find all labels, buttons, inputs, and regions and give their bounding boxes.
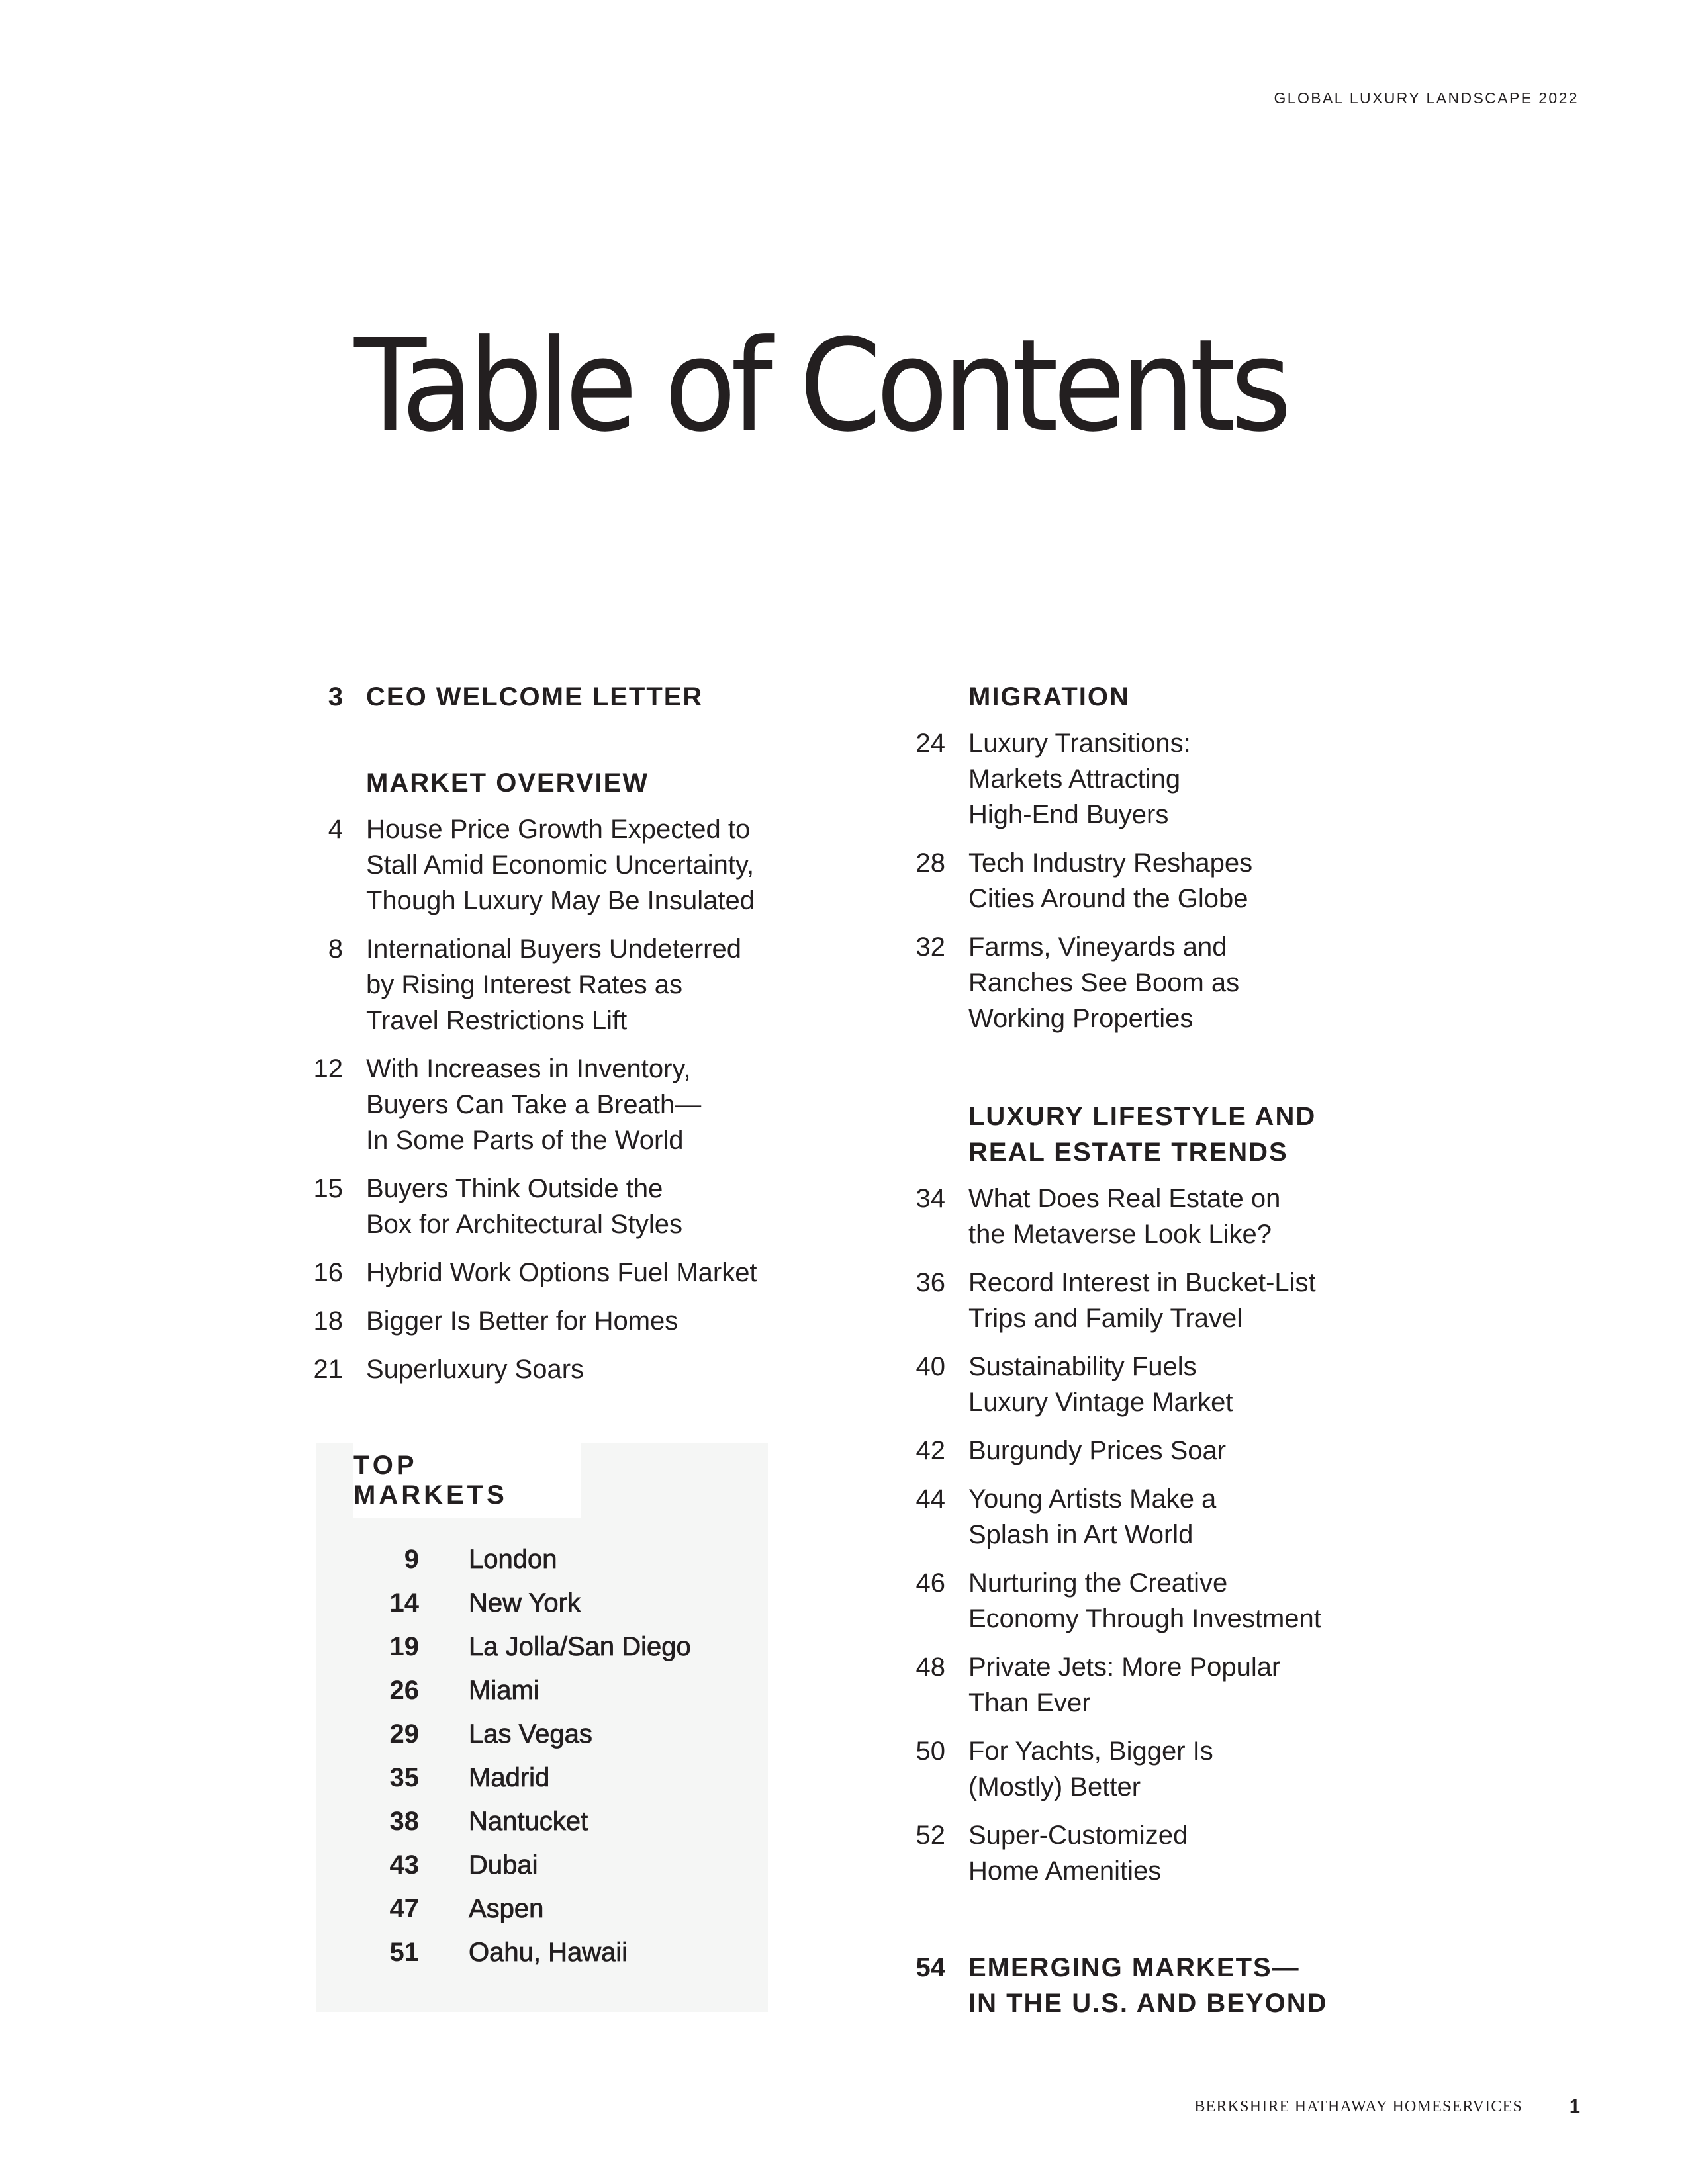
toc-page-number: 40 bbox=[915, 1352, 945, 1381]
toc-left-column bbox=[303, 679, 767, 1387]
toc-entry[interactable] bbox=[303, 1051, 767, 1158]
toc-entry-title: Burgundy Prices Soar bbox=[968, 1436, 1227, 1465]
top-markets-panel bbox=[316, 1443, 768, 2012]
toc-entry-title: Record Interest in Bucket-List Trips and Family Travel bbox=[968, 1268, 1316, 1333]
toc-page-number: 46 bbox=[915, 1569, 945, 1598]
market-page-number: 35 bbox=[389, 1763, 419, 1792]
market-page-number: 29 bbox=[389, 1719, 419, 1749]
toc-entry[interactable] bbox=[906, 1481, 1435, 1553]
market-page-number: 38 bbox=[389, 1807, 419, 1836]
toc-entry-ceo-letter[interactable] bbox=[303, 679, 767, 715]
market-page-number: 43 bbox=[389, 1850, 419, 1880]
toc-entry[interactable] bbox=[303, 1303, 767, 1339]
market-list-item[interactable] bbox=[356, 1581, 691, 1625]
market-city: Miami bbox=[469, 1676, 539, 1705]
market-page-number: 14 bbox=[389, 1588, 419, 1617]
toc-entry[interactable] bbox=[906, 1817, 1435, 1889]
toc-page-number: 15 bbox=[313, 1174, 343, 1203]
footer-brand: BERKSHIRE HATHAWAY HOMESERVICES bbox=[1194, 2098, 1523, 2115]
toc-entry[interactable] bbox=[303, 931, 767, 1038]
market-city: Madrid bbox=[469, 1763, 550, 1792]
top-markets-list bbox=[356, 1537, 691, 1974]
toc-entry-title: Nurturing the Creative Economy Through Investment bbox=[968, 1569, 1321, 1633]
toc-entry[interactable] bbox=[906, 1565, 1435, 1637]
market-city: New York bbox=[469, 1588, 581, 1617]
toc-page-number: 52 bbox=[915, 1821, 945, 1850]
toc-entry-title: Superluxury Soars bbox=[366, 1355, 585, 1384]
market-list-item[interactable] bbox=[356, 1931, 691, 1974]
toc-page-number: 16 bbox=[313, 1258, 343, 1287]
page-number: 1 bbox=[1569, 2096, 1580, 2117]
market-city: La Jolla/San Diego bbox=[469, 1632, 691, 1661]
toc-entry-title: Super-Customized Home Amenities bbox=[968, 1821, 1188, 1886]
toc-entry-title: International Buyers Undeterred by Rising Interest Rates as Travel Restrictions Lift bbox=[366, 934, 741, 1035]
toc-entry-title: Hybrid Work Options Fuel Market bbox=[366, 1258, 757, 1287]
market-list-item[interactable] bbox=[356, 1843, 691, 1887]
toc-entry-title: With Increases in Inventory, Buyers Can Take a Breath— In Some Parts of the World bbox=[366, 1054, 702, 1155]
toc-page-number: 8 bbox=[328, 934, 343, 964]
toc-page-number: 50 bbox=[915, 1737, 945, 1766]
section-heading-market-overview: MARKET OVERVIEW bbox=[366, 768, 649, 797]
section-heading-lifestyle: LUXURY LIFESTYLE AND REAL ESTATE TRENDS bbox=[968, 1102, 1317, 1167]
market-city: Las Vegas bbox=[469, 1719, 592, 1749]
toc-entry[interactable] bbox=[303, 811, 767, 919]
toc-entry[interactable] bbox=[906, 845, 1435, 917]
market-list-item[interactable] bbox=[356, 1756, 691, 1799]
market-page-number: 26 bbox=[389, 1676, 419, 1705]
toc-entry[interactable] bbox=[906, 1733, 1435, 1805]
toc-entry[interactable] bbox=[906, 1349, 1435, 1420]
toc-page-number: 3 bbox=[328, 682, 343, 711]
toc-entry-title: Sustainability Fuels Luxury Vintage Market bbox=[968, 1352, 1233, 1417]
toc-entry-emerging-markets[interactable] bbox=[906, 1950, 1435, 2021]
toc-entry[interactable] bbox=[303, 1351, 767, 1387]
toc-entry[interactable] bbox=[906, 1181, 1435, 1252]
toc-section-label: EMERGING MARKETS— IN THE U.S. AND BEYOND bbox=[968, 1953, 1328, 2018]
toc-entry[interactable] bbox=[906, 1649, 1435, 1721]
toc-entry-title: For Yachts, Bigger Is (Mostly) Better bbox=[968, 1737, 1213, 1801]
toc-entry-title: Farms, Vineyards and Ranches See Boom as Working Properties bbox=[968, 933, 1240, 1033]
toc-page-number: 24 bbox=[915, 729, 945, 758]
toc-entry[interactable] bbox=[906, 929, 1435, 1036]
toc-entry-title: Bigger Is Better for Homes bbox=[366, 1306, 679, 1336]
toc-entry-title: House Price Growth Expected to Stall Amid Economic Uncertainty, Though Luxury May Be Insulated bbox=[366, 815, 755, 915]
toc-entry-title: What Does Real Estate on the Metaverse Look Like? bbox=[968, 1184, 1281, 1249]
market-list-item[interactable] bbox=[356, 1712, 691, 1756]
toc-entry-title: Young Artists Make a Splash in Art World bbox=[968, 1484, 1217, 1549]
toc-page-number: 48 bbox=[915, 1653, 945, 1682]
toc-entry-title: Luxury Transitions: Markets Attracting High-End Buyers bbox=[968, 729, 1191, 829]
section-heading-migration: MIGRATION bbox=[968, 682, 1130, 711]
market-page-number: 51 bbox=[389, 1938, 419, 1967]
market-page-number: 19 bbox=[389, 1632, 419, 1661]
toc-page-number: 4 bbox=[328, 815, 343, 844]
toc-right-column bbox=[906, 679, 1435, 2021]
toc-page-number: 12 bbox=[313, 1054, 343, 1083]
toc-entry-title: Private Jets: More Popular Than Ever bbox=[968, 1653, 1281, 1717]
toc-entry[interactable] bbox=[303, 1171, 767, 1242]
market-list-item[interactable] bbox=[356, 1799, 691, 1843]
page-title: Table of Contents bbox=[354, 312, 1287, 460]
toc-entry[interactable] bbox=[906, 725, 1435, 833]
toc-page-number: 34 bbox=[915, 1184, 945, 1213]
market-page-number: 9 bbox=[404, 1545, 419, 1574]
market-city: Dubai bbox=[469, 1850, 538, 1880]
toc-page-number: 28 bbox=[915, 848, 945, 878]
toc-page-number: 44 bbox=[915, 1484, 945, 1514]
market-list-item[interactable] bbox=[356, 1537, 691, 1581]
report-title-header: GLOBAL LUXURY LANDSCAPE 2022 bbox=[1274, 89, 1579, 107]
toc-page-number: 21 bbox=[313, 1355, 343, 1384]
market-city: Nantucket bbox=[469, 1807, 588, 1836]
toc-page-number: 18 bbox=[313, 1306, 343, 1336]
toc-entry[interactable] bbox=[303, 1255, 767, 1291]
toc-page-number: 54 bbox=[915, 1953, 945, 1982]
market-page-number: 47 bbox=[389, 1894, 419, 1923]
market-list-item[interactable] bbox=[356, 1887, 691, 1931]
top-markets-heading: TOP MARKETS bbox=[353, 1443, 581, 1518]
toc-entry[interactable] bbox=[906, 1433, 1435, 1469]
market-list-item[interactable] bbox=[356, 1668, 691, 1712]
toc-section-label: CEO WELCOME LETTER bbox=[366, 682, 704, 711]
market-city: Oahu, Hawaii bbox=[469, 1938, 628, 1967]
toc-page-number: 36 bbox=[915, 1268, 945, 1297]
toc-page-number: 32 bbox=[915, 933, 945, 962]
toc-entry-title: Tech Industry Reshapes Cities Around the Globe bbox=[968, 848, 1253, 913]
market-city: London bbox=[469, 1545, 557, 1574]
market-list-item[interactable] bbox=[356, 1625, 691, 1668]
market-city: Aspen bbox=[469, 1894, 544, 1923]
toc-entry-title: Buyers Think Outside the Box for Architectural Styles bbox=[366, 1174, 682, 1239]
toc-page-number: 42 bbox=[915, 1436, 945, 1465]
toc-entry[interactable] bbox=[906, 1265, 1435, 1336]
